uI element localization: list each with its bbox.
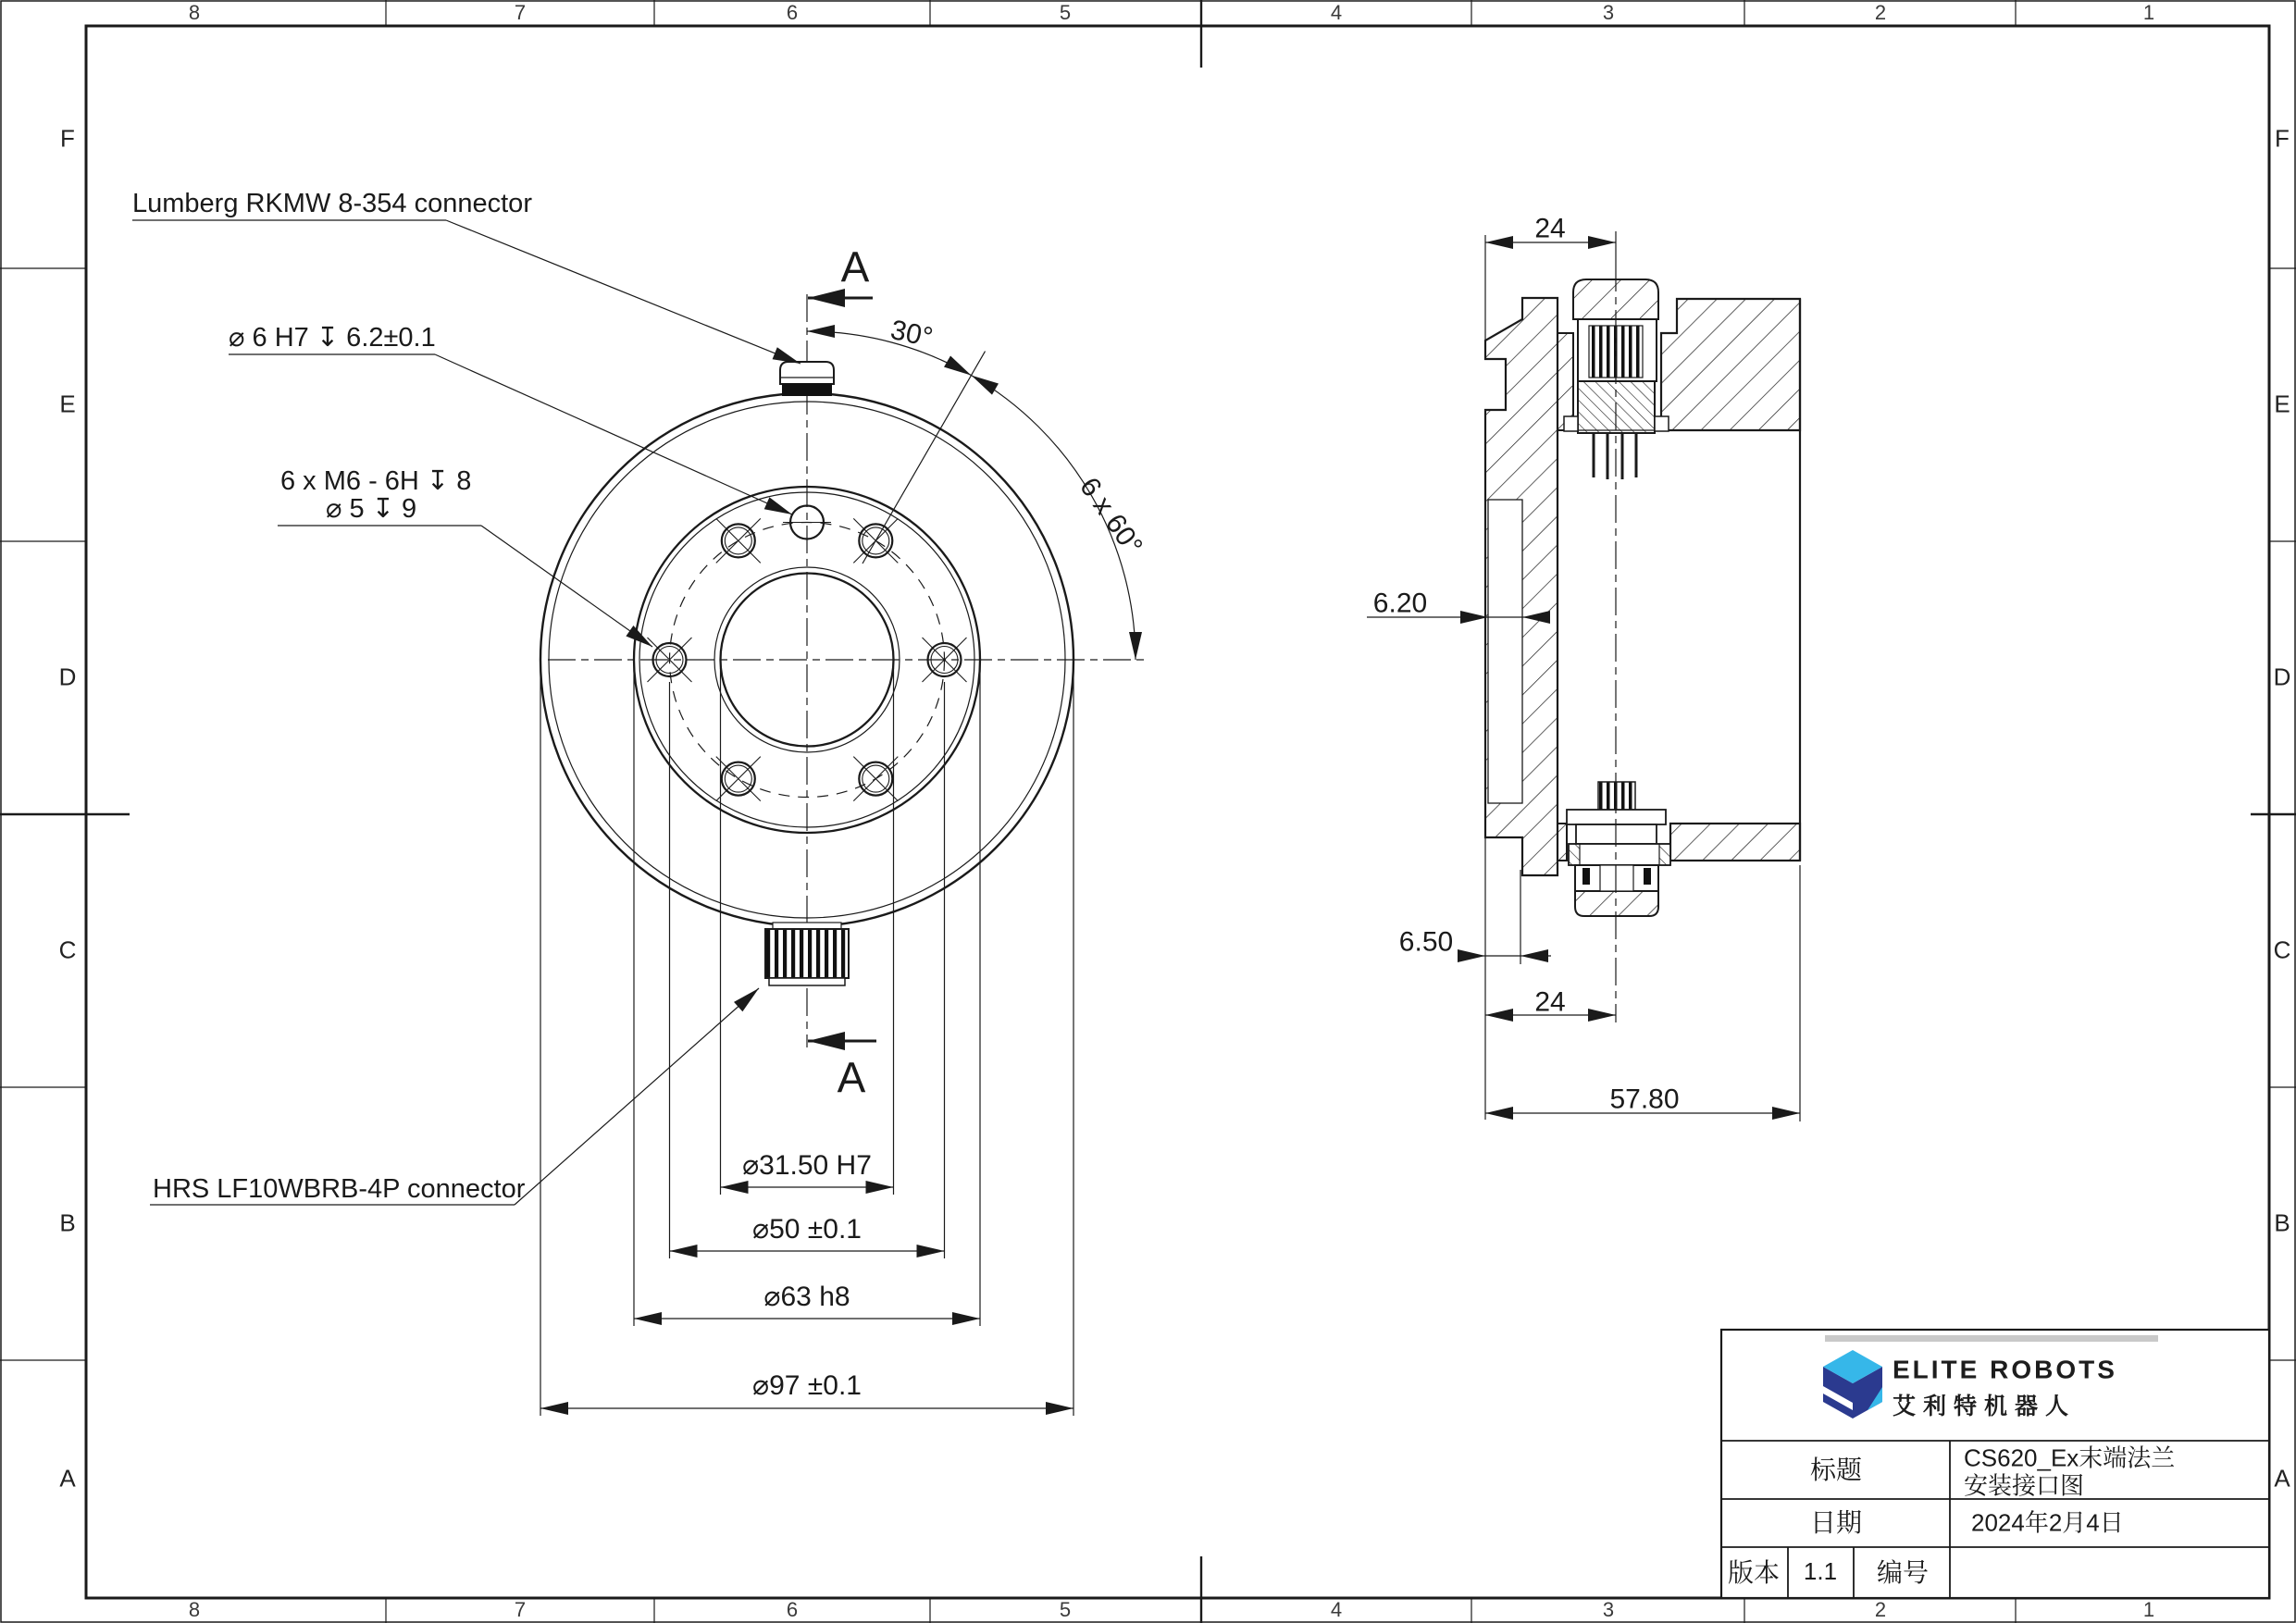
dim-bore: ⌀31.50 H7 bbox=[742, 1149, 872, 1181]
grid-row-label: D bbox=[2273, 663, 2291, 691]
grid-row-label: A bbox=[2274, 1464, 2290, 1493]
callout-lumberg-connector: Lumberg RKMW 8-354 connector bbox=[132, 188, 532, 218]
hrs-connector-front bbox=[765, 923, 849, 985]
grid-row-label: F bbox=[60, 124, 75, 153]
grid-col-label: 2 bbox=[1874, 1598, 1887, 1621]
callout-hrs-connector: HRS LF10WBRB-4P connector bbox=[153, 1173, 526, 1204]
flange-groove bbox=[1488, 500, 1522, 803]
dim-outer: ⌀97 ±0.1 bbox=[752, 1369, 862, 1401]
title-value-line1: CS620_Ex末端法兰 bbox=[1964, 1443, 2176, 1472]
grid-col-label: 4 bbox=[1330, 1598, 1343, 1621]
version-value: 1.1 bbox=[1803, 1556, 1838, 1585]
title-label: 标题 bbox=[1809, 1456, 1863, 1484]
dim-boss: ⌀63 h8 bbox=[763, 1281, 850, 1312]
grid-col-label: 3 bbox=[1602, 1, 1615, 24]
front-view bbox=[132, 220, 1148, 1416]
grid-row-label: E bbox=[59, 390, 76, 418]
grid-row-label: E bbox=[2274, 390, 2290, 418]
date-label: 日期 bbox=[1809, 1508, 1863, 1537]
dim-bottom-offset-24: 24 bbox=[1534, 986, 1566, 1018]
callout-bolt-holes-line1: 6 x M6 - 6H ↧ 8 bbox=[280, 465, 472, 496]
grid-col-label: 4 bbox=[1330, 1, 1343, 24]
grid-row-label: B bbox=[59, 1208, 76, 1237]
grid-row-label: C bbox=[2273, 935, 2291, 964]
dim-overall-5780: 57.80 bbox=[1609, 1084, 1680, 1115]
grid-col-label: 8 bbox=[188, 1598, 201, 1621]
version-label: 版本 bbox=[1727, 1558, 1781, 1587]
number-label: 编号 bbox=[1876, 1558, 1930, 1587]
brand-name-cn: 艾利特机器人 bbox=[1893, 1394, 2077, 1420]
callout-bolt-holes-line2: ⌀ 5 ↧ 9 bbox=[326, 493, 417, 524]
grid-col-label: 6 bbox=[786, 1, 799, 24]
date-value: 2024年2月4日 bbox=[1971, 1508, 2124, 1537]
callout-dowel-hole: ⌀ 6 H7 ↧ 6.2±0.1 bbox=[229, 322, 436, 353]
section-label-top: A bbox=[840, 242, 870, 291]
section-label-bottom: A bbox=[837, 1053, 866, 1102]
title-value-line2: 安装接口图 bbox=[1964, 1471, 2085, 1500]
grid-col-label: 1 bbox=[2142, 1598, 2155, 1621]
side-section-view bbox=[1367, 231, 1800, 1121]
grid-row-label: A bbox=[59, 1464, 76, 1493]
dim-bolt-circle: ⌀50 ±0.1 bbox=[752, 1213, 862, 1245]
grid-col-label: 7 bbox=[514, 1598, 527, 1621]
dim-top-offset-24: 24 bbox=[1534, 213, 1566, 244]
grid-row-label: C bbox=[58, 935, 77, 964]
grid-col-label: 7 bbox=[514, 1, 527, 24]
brand-name-en: ELITE ROBOTS bbox=[1893, 1355, 2117, 1384]
grid-col-label: 3 bbox=[1602, 1598, 1615, 1621]
grid-col-label: 6 bbox=[786, 1598, 799, 1621]
callout-leaders bbox=[132, 220, 800, 1205]
lumberg-connector-front bbox=[780, 362, 834, 396]
hrs-connector-section bbox=[1567, 782, 1670, 916]
grid-row-label: B bbox=[2274, 1208, 2290, 1237]
grid-col-label: 5 bbox=[1059, 1598, 1072, 1621]
grid-col-label: 8 bbox=[188, 1, 201, 24]
grid-col-label: 2 bbox=[1874, 1, 1887, 24]
dim-step-650: 6.50 bbox=[1398, 926, 1454, 958]
grid-col-label: 5 bbox=[1059, 1, 1072, 24]
dim-groove-620: 6.20 bbox=[1372, 588, 1428, 619]
grid-col-label: 1 bbox=[2142, 1, 2155, 24]
grid-row-label: D bbox=[58, 663, 77, 691]
dim-angle-30: 30° bbox=[887, 314, 936, 353]
grid-row-label: F bbox=[2275, 124, 2290, 153]
dim-angle-6x60: 6 x 60° bbox=[1074, 472, 1148, 561]
